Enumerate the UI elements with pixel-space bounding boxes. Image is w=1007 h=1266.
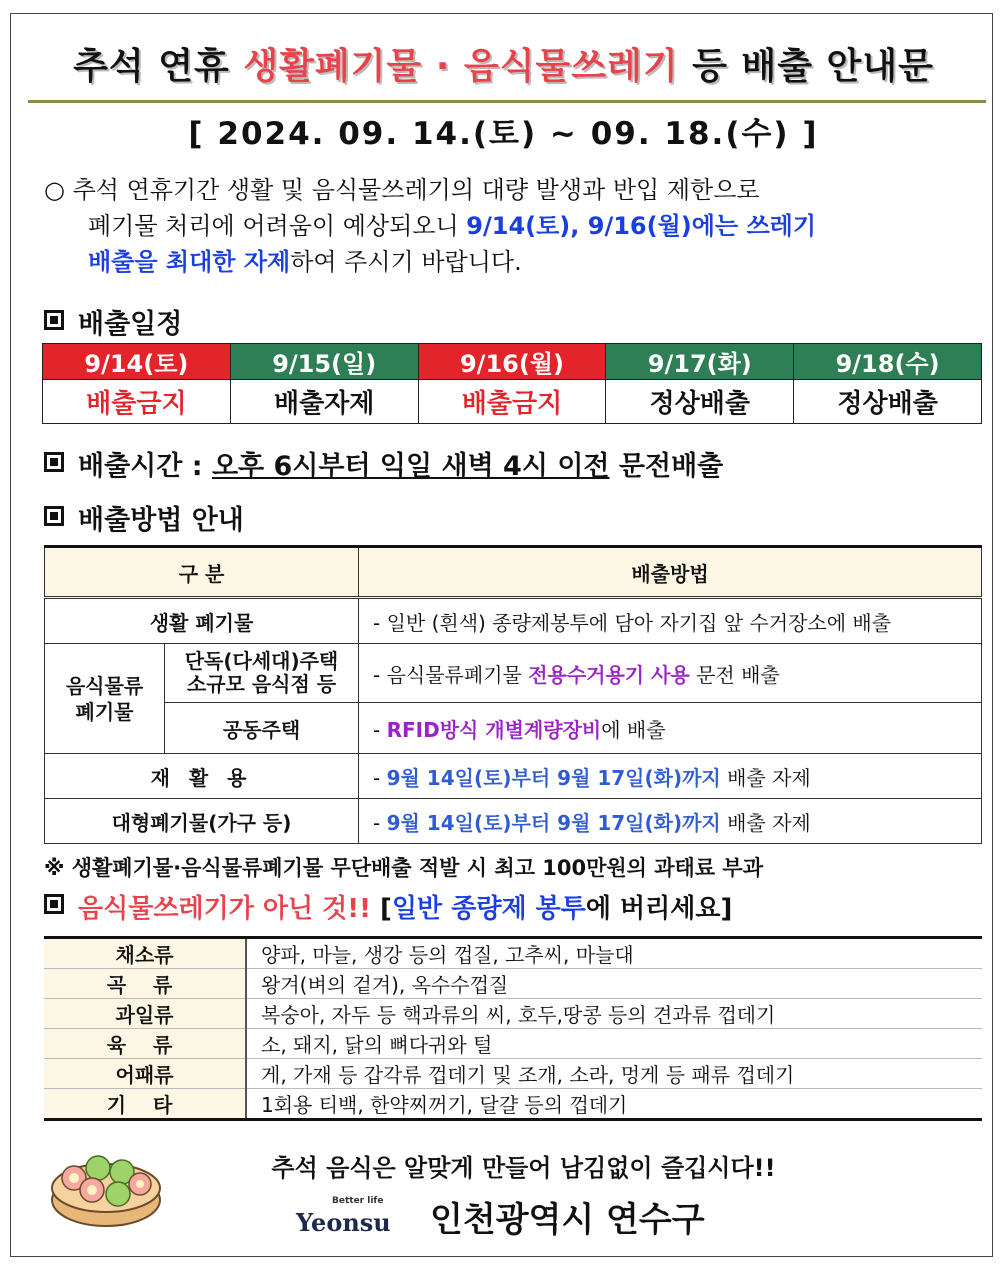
- yeonsu-logo: Better life Yeonsu: [296, 1196, 391, 1237]
- method-heading: 배출방법 안내: [44, 498, 244, 537]
- table-row: 재 활 용 - 9월 14일(토)부터 9월 17일(화)까지 배출 자제: [45, 754, 982, 799]
- city-name: 인천광역시 연수구: [430, 1200, 705, 1240]
- schedule-status: 배출금지: [43, 380, 231, 424]
- title-divider: [28, 100, 986, 103]
- square-bullet-icon: [44, 506, 64, 526]
- schedule-heading: 배출일정: [44, 302, 182, 341]
- schedule-status: 정상배출: [606, 380, 794, 424]
- schedule-table: [42, 343, 982, 424]
- date-range: [ 2024. 09. 14.(토) ~ 09. 18.(수) ]: [188, 116, 819, 152]
- method-table: [44, 545, 982, 844]
- not-food-heading: 음식물쓰레기가 아닌 것!! [일반 종량제 봉투에 버리세요]: [44, 888, 732, 925]
- schedule-date: 9/15(일): [230, 344, 418, 380]
- schedule-date: 9/17(화): [606, 344, 794, 380]
- schedule-status: 배출자제: [230, 380, 418, 424]
- table-row: 생활 폐기물 - 일반 (흰색) 종량제봉투에 담아 자기집 앞 수거장소에 배출: [45, 598, 982, 644]
- square-bullet-icon: [44, 452, 64, 472]
- table-row: 기 타 1회용 티백, 한약찌꺼기, 달걀 등의 껍데기: [44, 1089, 982, 1120]
- not-food-table: [44, 936, 982, 1121]
- schedule-date: 9/14(토): [43, 344, 231, 380]
- page-title: 추석 연휴 생활폐기물 · 음식물쓰레기 등 배출 안내문: [73, 46, 934, 87]
- square-bullet-icon: [44, 894, 64, 914]
- table-row: 채소류 양파, 마늘, 생강 등의 껍질, 고추씨, 마늘대: [44, 938, 982, 969]
- table-row: 공동주택 - RFID방식 개별계량장비에 배출: [45, 703, 982, 754]
- schedule-date: 9/16(월): [418, 344, 606, 380]
- col-method: 배출방법: [359, 547, 982, 598]
- table-row: 어패류 게, 가재 등 갑각류 껍데기 및 조개, 소라, 멍게 등 패류 껍데기: [44, 1059, 982, 1089]
- table-row: 곡 류 왕겨(벼의 겉겨), 옥수수껍질: [44, 969, 982, 999]
- disposal-time-value: 오후 6시부터 익일 새벽 4시 이전: [211, 451, 610, 482]
- schedule-status: 정상배출: [794, 380, 982, 424]
- table-row: 과일류 복숭아, 자두 등 핵과류의 씨, 호두,땅콩 등의 견과류 껍데기: [44, 999, 982, 1029]
- square-bullet-icon: [44, 310, 64, 330]
- closing-message: 추석 음식은 알맞게 만들어 남김없이 즐깁시다!!: [271, 1154, 776, 1182]
- col-category: 구 분: [45, 547, 359, 598]
- table-row: 육 류 소, 돼지, 닭의 뼈다귀와 털: [44, 1029, 982, 1059]
- table-row: 대형폐기물(가구 등) - 9월 14일(토)부터 9월 17일(화)까지 배출 자제: [45, 799, 982, 844]
- schedule-status: 배출금지: [418, 380, 606, 424]
- table-row: 음식물류 폐기물 단독(다세대)주택 소규모 음식점 등 - 음식물류폐기물 전용수거용기 사용 문전 배출: [45, 644, 982, 703]
- schedule-date: 9/18(수): [794, 344, 982, 380]
- disposal-time: 배출시간 : 오후 6시부터 익일 새벽 4시 이전 문전배출: [44, 444, 723, 483]
- fine-notice: ※ 생활폐기물·음식물류폐기물 무단배출 적발 시 최고 100만원의 과태료 부과: [44, 856, 764, 880]
- intro-paragraph: ○ 추석 연휴기간 생활 및 음식물쓰레기의 대량 발생과 반입 제한으로 폐기물 처리에 어려움이 예상되오니 9/14(토), 9/16(월)에는 쓰레기 배출을 최대한 자제하여 주시기 바랍니다.: [44, 176, 816, 276]
